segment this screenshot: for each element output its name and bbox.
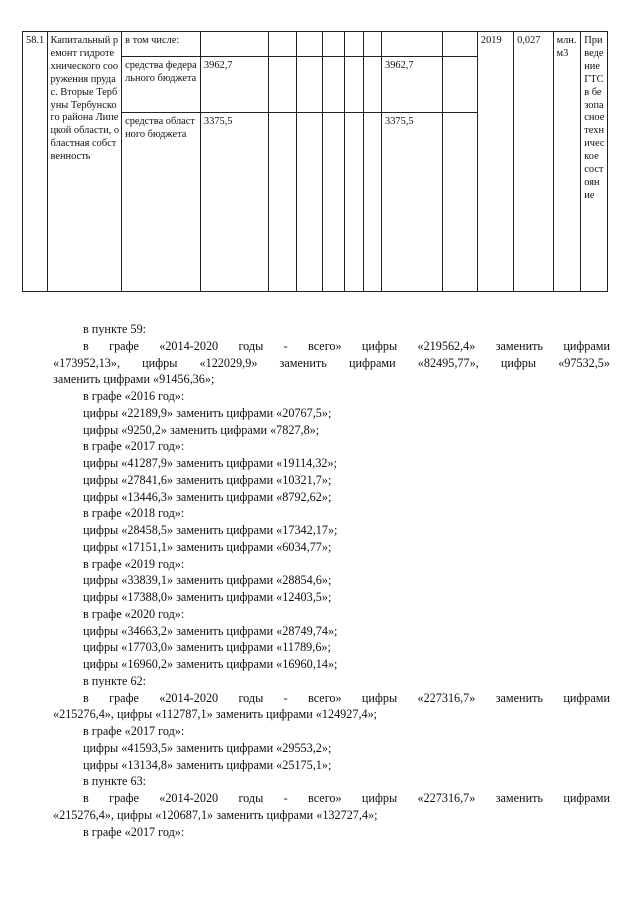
text-line: «173952,13», цифры «122029,9» заменить цифрами «82495,77», цифры «97532,5» [53,355,610,370]
program-table [22,31,608,292]
text-line: цифры «17151,1» заменить цифрами «6034,77»; [83,539,332,554]
cell-empty [344,57,363,113]
text-line: в пункте 59: [83,322,147,336]
text-line: в графе «2019 год»: [83,556,185,571]
cell-empty [442,57,477,113]
cell-empty [269,57,297,113]
cell-empty [269,32,297,57]
cell-year-value: 3375,5 [382,113,443,292]
text-line: в графе «2020 год»: [83,606,185,621]
text-line: цифры «41593,5» заменить цифрами «29553,2»; [83,740,332,755]
text-line: цифры «22189,9» заменить цифрами «20767,5»; [83,405,332,420]
text-line: в пункте 62: [83,673,147,688]
cell-empty [323,32,344,57]
cell-empty [442,32,477,57]
text-line: цифры «17388,0» заменить цифрами «12403,5»; [83,590,332,604]
text-line: цифры «9250,2» заменить цифрами «7827,8»; [83,422,320,437]
cell-empty [296,113,323,292]
cell-empty [323,113,344,292]
cell-row-label: средства федерального бюджета [122,57,201,113]
text-line: цифры «13134,8» заменить цифрами «25175,1»; [83,757,332,772]
cell-total [200,32,268,57]
text-line: в графе «2017 год»: [83,724,185,738]
text-line: в графе «2017 год»: [83,824,185,839]
text-line: цифры «28458,5» заменить цифрами «17342,17»; [83,523,338,537]
cell-row-label: средства областного бюджета [122,113,201,292]
cell-empty [344,32,363,57]
cell-note: Приведение ГТС в безопасное техническое состояние [581,32,608,292]
text-line: в графе «2014-2020 годы - всего» цифры «227316,7» заменить цифрами [83,690,610,705]
cell-empty [323,57,344,113]
text-line: цифры «33839,1» заменить цифрами «28854,6»; [83,573,332,588]
text-line: в графе «2014-2020 годы - всего» цифры «219562,4» заменить цифрами [83,338,610,353]
text-line: цифры «34663,2» заменить цифрами «28749,74»; [83,623,338,638]
cell-number: 58.1 [23,32,48,292]
cell-empty [363,32,381,57]
cell-year-value [382,32,443,57]
cell-row-label: в том числе: [122,32,201,57]
cell-empty [296,57,323,113]
table-row [23,32,608,57]
text-line: в пункте 63: [83,774,147,789]
cell-capacity: 0,027 [514,32,553,292]
cell-year: 2019 [477,32,513,292]
cell-empty [442,113,477,292]
cell-total: 3962,7 [200,57,268,113]
text-line: заменить цифрами «91456,36»; [53,372,215,387]
text-line: в графе «2018 год»: [83,506,185,521]
text-line: цифры «16960,2» заменить цифрами «16960,14»; [83,657,338,671]
text-line: «215276,4», цифры «120687,1» заменить цифрами «132727,4»; [53,807,378,822]
text-line: в графе «2014-2020 годы - всего» цифры «227316,7» заменить цифрами [83,791,610,805]
text-line: «215276,4», цифры «112787,1» заменить цифрами «124927,4»; [53,707,378,722]
cell-empty [344,113,363,292]
text-line: цифры «17703,0» заменить цифрами «11789,6»; [83,640,331,655]
text-line: цифры «27841,6» заменить цифрами «10321,7»; [83,472,332,487]
cell-empty [269,113,297,292]
cell-empty [363,57,381,113]
cell-object: Капитальный ремонт гидротехнического сооружения пруда с. Вторые Тербуны Тербунского района Липецкой области, областная собственность [47,32,122,292]
cell-empty [363,113,381,292]
text-line: цифры «13446,3» заменить цифрами «8792,62»; [83,489,332,504]
text-line: цифры «41287,9» заменить цифрами «19114,32»; [83,456,337,470]
cell-year-value: 3962,7 [382,57,443,113]
amendment-text [53,321,610,840]
cell-total: 3375,5 [200,113,268,292]
cell-empty [296,32,323,57]
cell-unit: млн. м3 [553,32,581,292]
text-line: в графе «2017 год»: [83,439,185,454]
text-line: в графе «2016 год»: [83,389,185,403]
